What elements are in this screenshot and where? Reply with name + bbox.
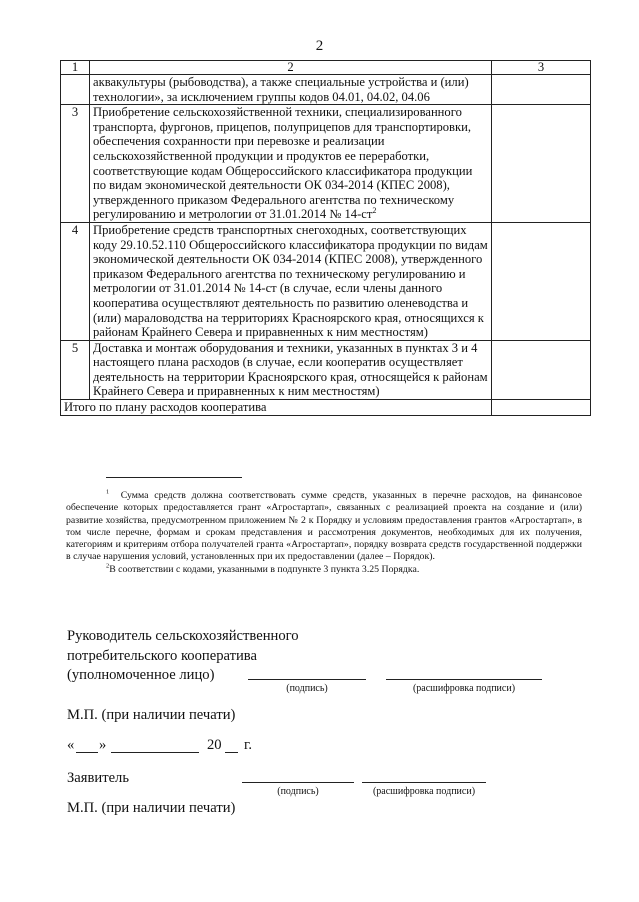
row-text-body: аквакультуры (рыбоводства), а также специальные устройства и (или) технологии», за исключением группы кодов 04.01, 04.02, 04.06 (93, 75, 469, 104)
head-title-line-3: (уполномоченное лицо) (67, 667, 215, 683)
applicant-decoding-line (362, 782, 486, 783)
table-row (61, 75, 591, 105)
applicant-signature-line (242, 782, 354, 783)
footnote-divider (106, 477, 242, 478)
head-signature-line (248, 679, 366, 680)
applicant-signature-caption: (подпись) (277, 786, 319, 797)
date-month-line (111, 752, 199, 753)
row-amount (492, 75, 591, 105)
total-amount (492, 400, 591, 416)
row-text (90, 222, 492, 340)
footnote-2-text: В соответствии с кодами, указанными в подпункте 3 пункта 3.25 Порядка. (109, 563, 420, 575)
header-col-2: 2 (90, 61, 492, 75)
stamp-label-2: М.П. (при наличии печати) (67, 800, 236, 816)
header-col-1: 1 (61, 61, 90, 75)
applicant-label: Заявитель (67, 770, 129, 786)
expense-plan-table (60, 60, 591, 416)
footnote-1-text: Сумма средств должна соответствовать сумме средств, указанных в перечне расходов, на финансовое обеспечение которых предоставляется грант «Агростартап», связанных с реализацией проекта на создание и (или) развитие хозяйства, предусмотренном приложением № 2 к Порядку и условиям предоставления грантов «Агростартап», в том числе перечне, формам и срокам представления и рассмотрения документов, необходимых для их получения, категориям и критериям отбора получателей гранта «Агростартап», порядку возврата средств государственной поддержки в случае нарушения условий, установленных при их предоставлении (далее – Порядок). (66, 490, 583, 563)
footnote-2 (66, 564, 582, 576)
date-quote-open: « (67, 737, 75, 753)
head-decoding-caption: (расшифровка подписи) (412, 683, 516, 694)
footnote-1 (66, 490, 582, 564)
row-number: 4 (61, 222, 90, 340)
head-signature-caption: (подпись) (286, 683, 328, 694)
row-text-body: Приобретение сельскохозяйственной техники, специализированного транспорта, фургонов, прицепов, полуприцепов для транспортировки, обеспечения сохранности при перевозке и реализации сельскохозяйственной продукции и продуктов ее переработки, соответствующие кодам Общероссийского классификатора продукции по видам экономической деятельности ОК 034-2014 (КПЕС 2008), утвержденного приказом Федерального агентства по техническому регулированию и метрологии от 31.01.2014 № 14-ст (93, 105, 473, 222)
table-header-row (61, 61, 591, 75)
total-label: Итого по плану расходов кооператива (61, 400, 492, 416)
row-number: 5 (61, 340, 90, 399)
table-row (61, 222, 591, 340)
row-text-body: Доставка и монтаж оборудования и техники, указанных в пунктах 3 и 4 настоящего плана расходов (в случае, если кооператив осуществляет деятельность на территории Красноярского края, относящейся к районам Крайнего Севера и приравненных к ним местностям) (93, 340, 488, 399)
table-row (61, 105, 591, 223)
row-number: 3 (61, 105, 90, 223)
date-quote-close: » (99, 737, 107, 753)
table-total-row (61, 400, 591, 416)
head-decoding-line (386, 679, 542, 680)
date-year-suffix: г. (244, 737, 252, 753)
row-text (90, 105, 492, 223)
date-year-prefix: 20 (207, 737, 222, 753)
head-title-line-1: Руководитель сельскохозяйственного (67, 628, 299, 644)
header-col-3: 3 (492, 61, 591, 75)
applicant-decoding-caption: (расшифровка подписи) (372, 786, 476, 797)
head-title-line-2: потребительского кооператива (67, 648, 257, 664)
row-text (90, 75, 492, 105)
stamp-label: М.П. (при наличии печати) (67, 707, 236, 723)
row-number (61, 75, 90, 105)
footnote-2-mark: 2 (106, 562, 110, 570)
row-amount (492, 105, 591, 223)
row-text (90, 340, 492, 399)
page-number: 2 (315, 38, 324, 54)
row-text-body: Приобретение средств транспортных снегоходных, соответствующих коду 29.10.52.110 Общероссийского классификатора продукции по видам экономической деятельности ОК 034-2014 (КПЕС 2008), утвержденного приказом Федерального агентства по техническому регулированию и метрологии от 31.01.2014 № 14-ст (в случае, если члены данного кооператива осуществляют деятельность по развитию оленеводства и (или) мараловодства на территориях Красноярского края, относящихся к районам Крайнего Севера и приравненных к ним местностям) (93, 222, 488, 340)
footnote-ref-2: 2 (372, 206, 377, 216)
date-year-line (225, 752, 238, 753)
date-day-line (76, 752, 98, 753)
table-row (61, 340, 591, 399)
row-amount (492, 222, 591, 340)
footnote-1-mark: 1 (106, 488, 110, 496)
footnotes (66, 490, 582, 576)
row-amount (492, 340, 591, 399)
